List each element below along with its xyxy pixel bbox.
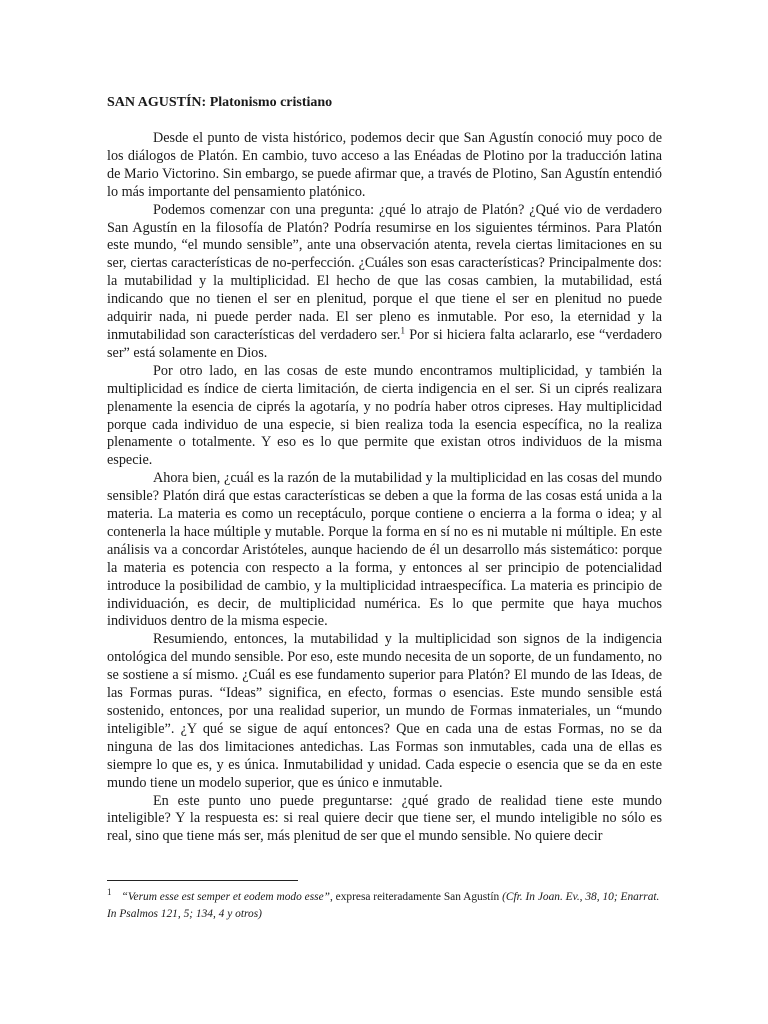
paragraph-2-tail: Por si hiciera falta aclararlo, ese “verdadero ser” está solamente en Dios. (107, 326, 662, 361)
footnote (107, 884, 662, 923)
paragraph-3: Por otro lado, en las cosas de este mundo encontramos multiplicidad, y también la multiplicidad es índice de cierta limitación, de cierta indigencia en el ser. Si un ciprés realizara plenamente la esencia de ciprés la agotaría, y no podría haber otros cipreses. Hay multiplicidad porque cada individuo de una especie, si bien realiza toda la esencia específica, no la realiza plenamente o totalmente. Y eso es lo que permite que existan otros individuos de la misma especie. (107, 362, 662, 469)
footnote-separator (107, 880, 298, 881)
footnote-number: 1 (107, 887, 112, 897)
footnote-quote: “Verum esse est semper et eodem modo esse” (121, 890, 330, 903)
paragraph-6: En este punto uno puede preguntarse: ¿qué grado de realidad tiene este mundo inteligible? Y la respuesta es: si real quiere decir que tiene ser, el mundo inteligible no sólo es real, sino que tiene más ser, más plenitud de ser que el mundo sensible. No quiere decir (107, 792, 662, 845)
document-body (107, 94, 662, 846)
paragraph-1: Desde el punto de vista histórico, podemos decir que San Agustín conoció muy poco de los diálogos de Platón. En cambio, tuvo acceso a las Enéadas de Plotino por la traducción latina de Mario Victorino. Sin embargo, se puede afirmar que, a través de Plotino, San Agustín entendió lo más importante del pensamiento platónico. (107, 130, 662, 200)
paragraph-2 (107, 202, 662, 363)
footnote-ref: (Cfr. In Joan. Ev., 38, 10; Enarrat. In Psalmos 121, 5; 134, 4 y otros) (107, 890, 660, 920)
paragraph-4: Ahora bien, ¿cuál es la razón de la mutabilidad y la multiplicidad en las cosas del mundo sensible? Platón dirá que estas características se deben a que la forma de las cosas está unida a la materia. La materia es como un receptáculo, porque contiene o encierra a la forma o idea; y al contenerla la hace múltiple y mutable. Porque la forma en sí no es ni mutable ni múltiple. En este análisis va a concordar Aristóteles, aunque haciendo de él un desarrollo más sistemático: porque la materia es potencia con respecto a la forma, y entonces al ser principio de potencialidad introduce la posibilidad de cambio, y la multiplicidad intraespecífica. La materia es principio de individuación, es decir, de multiplicidad numérica. Es lo que permite que haya muchos individuos dentro de la misma especie. (107, 470, 662, 630)
paragraph-2-text: Podemos comenzar con una pregunta: ¿qué lo atrajo de Platón? ¿Qué vio de verdadero San Agustín en la filosofía de Platón? Podría resumirse en los siguientes términos. Para Platón este mundo, “el mundo sensible”, ante una observación atenta, revela ciertas limitaciones en su ser, ciertas características de no-perfección. ¿Cuáles son esas características? Principalmente dos: la mutabilidad y la multiplicidad. El hecho de que las cosas cambien, la mutabilidad, está indicando que no tienen el ser en plenitud, porque el que tiene el ser en plenitud no puede adquirir nada, ni puede perder nada. El ser pleno es inmutable. Por eso, la eternidad y la inmutabilidad son características del verdadero ser. (107, 201, 662, 343)
paragraph-5: Resumiendo, entonces, la mutabilidad y la multiplicidad son signos de la indigencia ontológica del mundo sensible. Por eso, este mundo necesita de un soporte, de un fundamento, no se sostiene a sí mismo. ¿Cuál es ese fundamento superior para Platón? El mundo de las Ideas, de las Formas puras. “Ideas” significa, en efecto, formas o esencias. Este mundo sensible está sostenido, entonces, por una realidad superior, un mundo de Formas inmateriales, un “mundo inteligible”. ¿Y qué se sigue de aquí entonces? Que en cada una de estas Formas, no se da ninguna de las dos limitaciones antedichas. Las Formas son inmutables, cada una de ellas es siempre lo que es, y es única. Inmutabilidad y unidad. Cada especie o esencia que se da en este mundo tiene un modelo superior, que es único e inmutable. (107, 631, 662, 791)
footnote-reference[interactable]: 1 (400, 325, 405, 336)
document-title: SAN AGUSTÍN: Platonismo cristiano (107, 95, 333, 110)
footnote-text: , expresa reiteradamente San Agustín (329, 890, 503, 903)
